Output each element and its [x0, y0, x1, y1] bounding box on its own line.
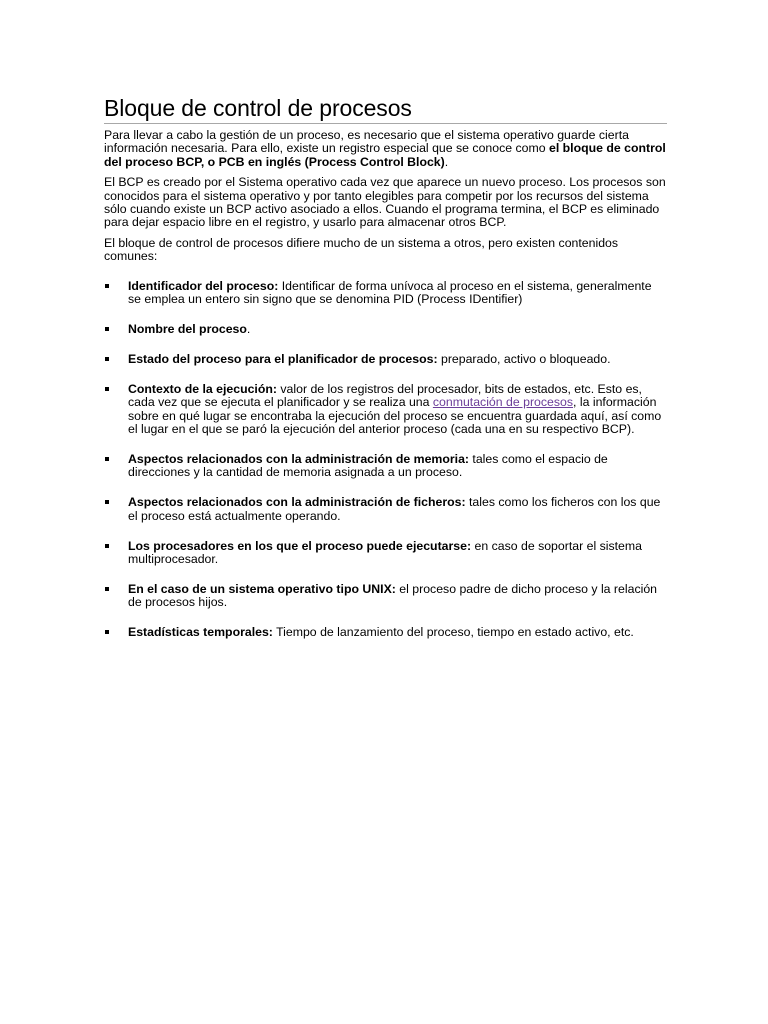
list-item-description: preparado, activo o bloqueado.: [437, 351, 611, 366]
list-item-description-end: , la información sobre en qué lugar se encontraba la ejecución del proceso se encuentra guardada aquí, así como el lugar en el que se paró la ejecución del anterior proceso (cada una en su respectivo BCP).: [128, 395, 662, 436]
list-item: [104, 626, 667, 639]
square-bullet-icon: [105, 500, 109, 504]
square-bullet-icon: [105, 357, 109, 361]
list-item-description: en caso de soportar el sistema multiprocesador.: [128, 538, 642, 566]
list-item: [104, 540, 667, 567]
process-switching-link[interactable]: conmutación de procesos: [432, 395, 574, 410]
contents-list: [104, 280, 667, 640]
list-item-description: .: [246, 321, 251, 336]
square-bullet-icon: [105, 457, 109, 461]
paragraph-intro-bold: el bloque de control del proceso BCP, o PCB en inglés (Process Control Block): [104, 141, 666, 169]
paragraph-bcp-creation: El BCP es creado por el Sistema operativo cada vez que aparece un nuevo proceso. Los procesos son conocidos para el sistema operativo y por tanto elegibles para competir por los recursos del sistema sólo cuando existe un BCP activo asociado a ellos. Cuando el programa termina, el BCP es eliminado para dejar espacio libre en el registro, y usarlo para almacenar otros BCP.: [104, 175, 666, 230]
document-page: [104, 94, 667, 656]
list-item: [104, 453, 667, 480]
list-item: [104, 280, 667, 307]
list-item-description: el proceso padre de dicho proceso y la relación de procesos hijos.: [128, 581, 657, 610]
paragraph-intro: [104, 129, 667, 169]
square-bullet-icon: [105, 327, 109, 331]
list-item: [104, 583, 667, 610]
list-item: [104, 383, 667, 437]
list-item-term: Estadísticas temporales:: [128, 625, 273, 640]
paragraph-contents-intro: El bloque de control de procesos difiere mucho de un sistema a otros, pero existen contenidos comunes:: [104, 235, 619, 264]
square-bullet-icon: [105, 587, 109, 591]
list-item: [104, 353, 667, 366]
list-item-term: Los procesadores en los que el proceso puede ejecutarse:: [128, 538, 472, 553]
list-item-description: Tiempo de lanzamiento del proceso, tiempo en estado activo, etc.: [272, 625, 634, 640]
paragraph-intro-end: .: [444, 154, 449, 169]
list-item-description: tales como los ficheros con los que el proceso está actualmente operando.: [128, 495, 661, 523]
list-item-term: Contexto de la ejecución:: [128, 381, 277, 396]
list-item: [104, 496, 667, 523]
list-item-term: Aspectos relacionados con la administración de memoria:: [128, 451, 469, 466]
list-item-term: Aspectos relacionados con la administración de ficheros:: [128, 495, 466, 510]
list-item-term: Estado del proceso para el planificador de procesos:: [128, 351, 438, 366]
square-bullet-icon: [105, 544, 109, 548]
list-item-description: tales como el espacio de direcciones y la cantidad de memoria asignada a un proceso.: [128, 451, 608, 480]
square-bullet-icon: [105, 387, 109, 391]
square-bullet-icon: [105, 630, 109, 634]
list-item-term: En el caso de un sistema operativo tipo UNIX:: [128, 581, 396, 596]
list-item: [104, 323, 667, 336]
paragraph-intro-text: Para llevar a cabo la gestión de un proceso, es necesario que el sistema operativo guarde cierta información necesaria. Para ello, existe un registro especial que se conoce como: [104, 128, 629, 156]
list-item-term: Nombre del proceso: [128, 321, 247, 336]
square-bullet-icon: [105, 284, 109, 288]
list-item-description: Identificar de forma unívoca al proceso en el sistema, generalmente se emplea un entero sin signo que se denomina PID (Process IDentifier): [128, 278, 652, 307]
list-item-term: Identificador del proceso:: [128, 278, 279, 293]
page-title: Bloque de control de procesos: [104, 94, 667, 124]
list-item-description: valor de los registros del procesador, bits de estados, etc. Esto es, cada vez que se ejecuta el planificador y se realiza una: [128, 381, 642, 410]
